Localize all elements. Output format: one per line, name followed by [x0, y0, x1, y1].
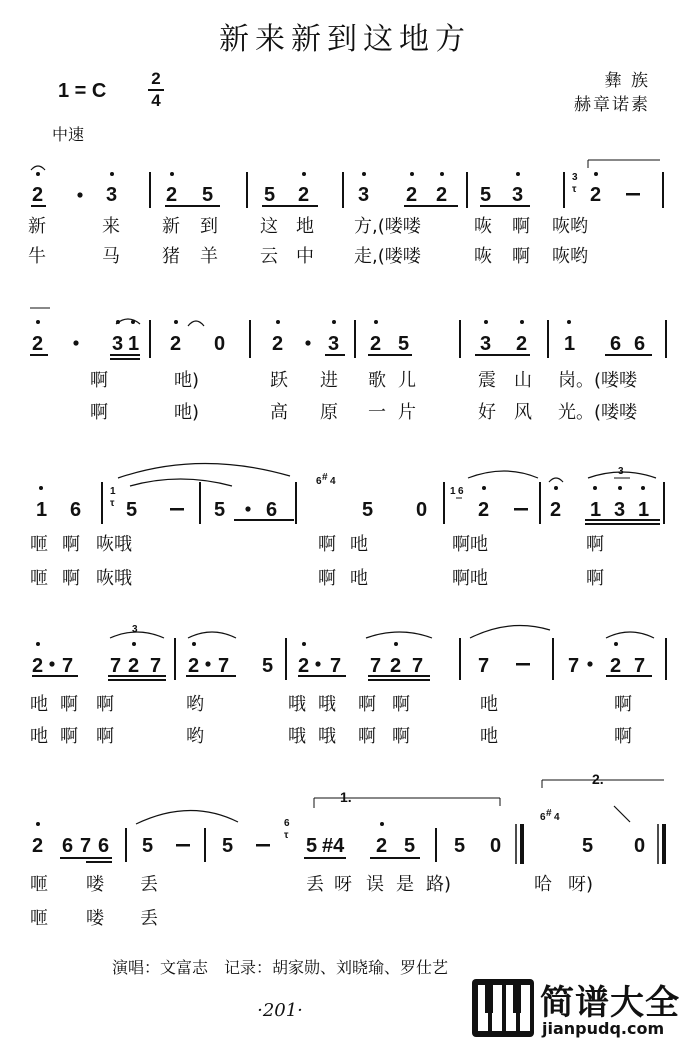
watermark-url: jianpudq.com	[542, 1019, 665, 1038]
lyric-syllable: 吔	[480, 726, 498, 747]
lyric-syllable: 啊吔	[452, 568, 488, 589]
lyric-syllable: 啊	[358, 694, 376, 715]
volta-2-label: 2.	[592, 771, 604, 787]
performance-credit: 演唱：文富志 记录：胡家勋、刘晓瑜、罗仕艺	[112, 958, 449, 977]
svg-text:2: 2	[590, 184, 602, 206]
lyric-syllable: 咴哟	[552, 246, 588, 267]
lyric-syllable: 牛	[28, 246, 46, 267]
svg-text:0: 0	[490, 835, 502, 857]
svg-text:2: 2	[272, 333, 284, 355]
svg-text:1: 1	[110, 486, 116, 497]
lyric-syllable: 啊	[60, 726, 78, 747]
lyric-syllable: 哦	[318, 726, 336, 747]
lyric-syllable: 山	[514, 370, 532, 391]
lyric-syllable: 走,(喽喽	[354, 246, 421, 267]
lyric-syllable: 吔)	[174, 402, 200, 423]
lyric-syllable: 误	[366, 874, 384, 895]
lyric-syllable: 丢	[140, 908, 158, 929]
watermark-name: 简谱大全	[540, 983, 680, 1023]
svg-text:2: 2	[166, 184, 178, 206]
svg-text:#4: #4	[322, 835, 345, 857]
svg-text:3: 3	[106, 184, 118, 206]
svg-text:4: 4	[554, 812, 560, 823]
svg-text:τ: τ	[284, 830, 289, 841]
svg-text:6: 6	[634, 333, 646, 355]
lyric-syllable: 新	[28, 216, 46, 237]
lyric-syllable: 啊	[90, 370, 108, 391]
svg-text:6: 6	[62, 835, 74, 857]
lyric-syllable: 吔	[30, 694, 48, 715]
lyric-syllable: 儿	[398, 370, 416, 391]
svg-text:5: 5	[404, 835, 416, 857]
lyric-syllable: 地	[296, 216, 314, 237]
lyric-syllable: 猪	[162, 246, 180, 267]
lyric-syllable: 喽	[86, 874, 104, 895]
lyric-syllable: 咴哟	[552, 216, 588, 237]
lyric-syllable: 哦	[288, 694, 306, 715]
lyric-syllable: 吔	[30, 726, 48, 747]
piano-keys-icon	[470, 975, 536, 1041]
svg-text:5: 5	[454, 835, 466, 857]
lyric-syllable: 咴	[474, 216, 492, 237]
svg-text:5: 5	[126, 499, 138, 521]
lyric-syllable: 啊	[392, 694, 410, 715]
svg-text:2: 2	[298, 184, 310, 206]
svg-text:5: 5	[222, 835, 234, 857]
lyric-syllable: 方,(喽喽	[354, 216, 421, 237]
svg-text:3: 3	[112, 333, 124, 355]
lyric-syllable: 路)	[426, 874, 452, 895]
svg-text:1: 1	[36, 499, 48, 521]
svg-text:1: 1	[128, 333, 140, 355]
svg-text:6: 6	[458, 486, 464, 497]
staff-2	[0, 298, 690, 428]
svg-text:1: 1	[590, 499, 602, 521]
svg-text:2: 2	[406, 184, 418, 206]
lyric-syllable: 啊	[96, 726, 114, 747]
lyric-syllable: 岗。(喽喽	[558, 370, 638, 391]
svg-text:1: 1	[450, 486, 456, 497]
svg-text:6: 6	[266, 499, 278, 521]
lyric-syllable: 咂	[30, 874, 48, 895]
svg-text:5: 5	[362, 499, 374, 521]
staff-4	[0, 610, 690, 745]
lyric-syllable: 哦	[288, 726, 306, 747]
svg-text:2: 2	[550, 499, 562, 521]
staff-3	[0, 452, 690, 587]
lyric-syllable: 哟	[186, 694, 204, 715]
lyric-syllable: 新	[162, 216, 180, 237]
svg-text:5: 5	[306, 835, 318, 857]
lyric-syllable: 吔)	[174, 370, 200, 391]
volta-1-label: 1.	[340, 789, 352, 805]
lyric-syllable: 哦	[318, 694, 336, 715]
svg-text:2: 2	[32, 184, 44, 206]
lyric-syllable: 这	[260, 216, 278, 237]
lyric-syllable: 啊	[512, 216, 530, 237]
svg-text:7: 7	[62, 655, 74, 677]
lyric-syllable: 是	[396, 874, 414, 895]
lyric-syllable: 跃	[270, 370, 288, 391]
lyric-syllable: 啊	[586, 568, 604, 589]
svg-text:2: 2	[376, 835, 388, 857]
svg-text:3: 3	[618, 466, 624, 477]
svg-text:5: 5	[582, 835, 594, 857]
svg-text:1: 1	[638, 499, 650, 521]
lyric-syllable: 好	[478, 402, 496, 423]
svg-text:0: 0	[416, 499, 428, 521]
lyric-syllable: 咂	[30, 534, 48, 555]
lyric-syllable: 啊	[318, 534, 336, 555]
tempo-marking: 中速	[52, 125, 85, 144]
svg-text:5: 5	[142, 835, 154, 857]
lyric-syllable: 丢	[306, 874, 324, 895]
svg-text:#: #	[322, 472, 328, 483]
svg-text:6: 6	[540, 812, 546, 823]
lyric-syllable: 啊	[60, 694, 78, 715]
lyric-syllable: 片	[398, 402, 416, 423]
time-signature	[148, 70, 164, 110]
svg-text:5: 5	[264, 184, 276, 206]
svg-text:5: 5	[398, 333, 410, 355]
svg-text:3: 3	[328, 333, 340, 355]
svg-text:7: 7	[478, 655, 490, 677]
lyric-syllable: 马	[102, 246, 120, 267]
lyric-syllable: 啊	[614, 694, 632, 715]
svg-text:7: 7	[80, 835, 92, 857]
svg-text:6: 6	[70, 499, 82, 521]
lyric-syllable: 啊	[90, 402, 108, 423]
svg-text:2: 2	[390, 655, 402, 677]
staff-5	[0, 772, 690, 932]
lyric-syllable: 啊	[318, 568, 336, 589]
svg-text:7: 7	[330, 655, 342, 677]
svg-text:6: 6	[98, 835, 110, 857]
lyric-syllable: 羊	[200, 246, 218, 267]
svg-text:0: 0	[634, 835, 646, 857]
lyric-syllable: 原	[320, 402, 338, 423]
svg-text:3: 3	[480, 333, 492, 355]
lyric-syllable: 歌	[368, 370, 386, 391]
lyric-syllable: 吔	[350, 534, 368, 555]
svg-text:2: 2	[610, 655, 622, 677]
svg-text:2: 2	[32, 835, 44, 857]
svg-text:τ: τ	[110, 498, 115, 509]
lyric-syllable: 咴哦	[96, 534, 132, 555]
svg-text:τ: τ	[572, 184, 577, 195]
staff-1	[0, 150, 690, 270]
lyric-syllable: 风	[514, 402, 532, 423]
lyric-syllable: 吔	[480, 694, 498, 715]
watermark-logo	[470, 975, 686, 1041]
lyric-syllable: 光。(喽喽	[558, 402, 638, 423]
svg-text:7: 7	[370, 655, 382, 677]
lyric-syllable: 丢	[140, 874, 158, 895]
lyric-syllable: 高	[270, 402, 288, 423]
svg-text:4: 4	[330, 476, 336, 487]
lyric-syllable: 进	[320, 370, 338, 391]
lyric-syllable: 云	[260, 246, 278, 267]
key-signature: 1 = C	[58, 80, 107, 102]
lyric-syllable: 中	[296, 246, 314, 267]
svg-text:3: 3	[614, 499, 626, 521]
lyric-syllable: 哈	[534, 874, 552, 895]
lyric-syllable: 呀	[334, 874, 352, 895]
lyric-syllable: 啊	[358, 726, 376, 747]
svg-text:1: 1	[564, 333, 576, 355]
svg-text:#: #	[546, 808, 552, 819]
meter-bottom: 4	[151, 91, 161, 110]
lyric-syllable: 啊	[392, 726, 410, 747]
lyric-syllable: 咴哦	[96, 568, 132, 589]
lyric-syllable: 到	[200, 216, 218, 237]
lyric-syllable: 震	[478, 370, 496, 391]
svg-text:6: 6	[284, 818, 290, 829]
lyric-syllable: 咂	[30, 568, 48, 589]
svg-text:7: 7	[634, 655, 646, 677]
page-number: ·201·	[257, 1000, 303, 1021]
svg-text:5: 5	[262, 655, 274, 677]
svg-text:0: 0	[214, 333, 226, 355]
svg-text:2: 2	[436, 184, 448, 206]
svg-text:7: 7	[110, 655, 122, 677]
lyric-syllable: 一	[368, 402, 386, 423]
svg-text:2: 2	[370, 333, 382, 355]
svg-text:5: 5	[202, 184, 214, 206]
lyric-syllable: 啊吔	[452, 534, 488, 555]
svg-text:2: 2	[170, 333, 182, 355]
svg-text:3: 3	[572, 172, 578, 183]
lyric-syllable: 来	[102, 216, 120, 237]
svg-text:7: 7	[218, 655, 230, 677]
lyric-syllable: 吔	[350, 568, 368, 589]
svg-text:2: 2	[128, 655, 140, 677]
svg-text:6: 6	[316, 476, 322, 487]
svg-text:3: 3	[512, 184, 524, 206]
svg-text:3: 3	[358, 184, 370, 206]
svg-text:3: 3	[132, 624, 138, 635]
meter-top: 2	[151, 69, 161, 88]
lyric-syllable: 啊	[512, 246, 530, 267]
svg-text:7: 7	[412, 655, 424, 677]
lyric-syllable: 哟	[186, 726, 204, 747]
lyric-syllable: 啊	[62, 534, 80, 555]
svg-text:2: 2	[188, 655, 200, 677]
svg-text:5: 5	[214, 499, 226, 521]
lyric-syllable: 啊	[614, 726, 632, 747]
lyric-syllable: 喽	[86, 908, 104, 929]
svg-text:2: 2	[298, 655, 310, 677]
svg-text:2: 2	[32, 655, 44, 677]
lyric-syllable: 呀)	[568, 874, 594, 895]
lyric-syllable: 啊	[62, 568, 80, 589]
svg-text:7: 7	[150, 655, 162, 677]
lyric-syllable: 啊	[586, 534, 604, 555]
svg-text:7: 7	[568, 655, 580, 677]
ethnicity-credit: 彝 族	[604, 71, 650, 91]
svg-text:5: 5	[480, 184, 492, 206]
lyric-syllable: 咂	[30, 908, 48, 929]
svg-text:6: 6	[610, 333, 622, 355]
lyric-syllable: 咴	[474, 246, 492, 267]
lyric-syllable: 啊	[96, 694, 114, 715]
song-title: 新来新到这地方	[219, 22, 471, 57]
svg-text:2: 2	[32, 333, 44, 355]
svg-text:2: 2	[516, 333, 528, 355]
svg-text:2: 2	[478, 499, 490, 521]
collector-credit: 赫章诺素	[574, 95, 650, 115]
